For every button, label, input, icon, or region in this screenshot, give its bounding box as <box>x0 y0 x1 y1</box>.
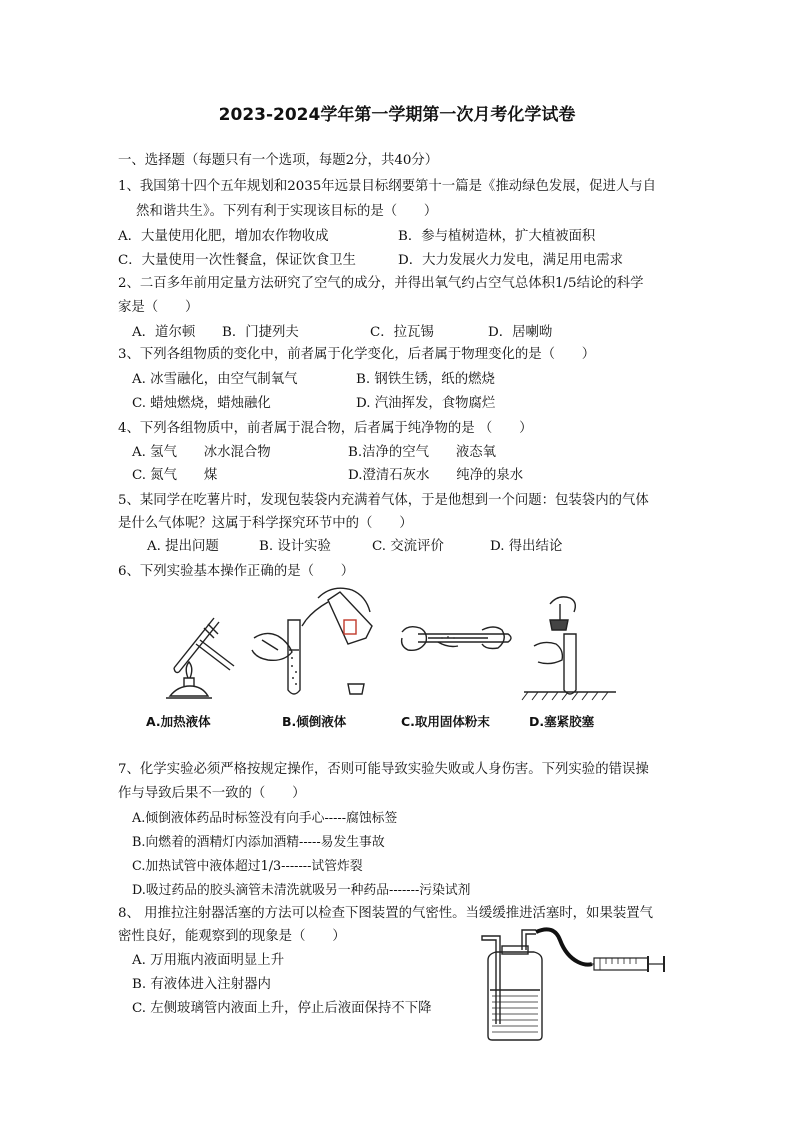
q4-stem: 4、下列各组物质中，前者属于混合物，后者属于纯净物的是 （ ） <box>118 421 533 436</box>
q5-option-b: B. 设计实验 <box>259 539 331 554</box>
q8-stem-line2: 密性良好，能观察到的现象是（ ） <box>118 929 346 944</box>
q8-option-c: C. 左侧玻璃管内液面上升，停止后液面保持不下降 <box>132 1001 432 1016</box>
q2-option-b: B．门捷列夫 <box>222 325 299 340</box>
airtightness-apparatus-figure <box>474 920 674 1042</box>
q2-option-a: A．道尔顿 <box>132 325 196 340</box>
stopper-figure <box>520 590 620 710</box>
q7-stem-line1: 7、化学实验必须严格按规定操作，否则可能导致实验失败或人身伤害。下列实验的错误操 <box>118 762 649 777</box>
q3-option-d: D. 汽油挥发，食物腐烂 <box>356 396 496 411</box>
q5-option-a: A. 提出问题 <box>147 539 219 554</box>
q4-option-a: A. 氢气 冰水混合物 <box>132 445 271 460</box>
q7-option-b: B.向燃着的酒精灯内添加酒精-----易发生事故 <box>132 835 385 850</box>
q2-option-c: C．拉瓦锡 <box>370 325 434 340</box>
q1-stem-line1: 1、我国第十四个五年规划和2035年远景目标纲要第十一篇是《推动绿色发展，促进人与自 <box>118 179 657 194</box>
q3-option-a: A. 冰雪融化，由空气制氧气 <box>132 372 298 387</box>
q6-caption-d: D.塞紧胶塞 <box>529 714 595 729</box>
q3-option-b: B. 钢铁生锈，纸的燃烧 <box>356 372 495 387</box>
q5-stem-line1: 5、某同学在吃薯片时，发现包装袋内充满着气体，于是他想到一个问题：包装袋内的气体 <box>118 493 649 508</box>
solid-powder-figure <box>398 612 516 672</box>
q7-option-a: A.倾倒液体药品时标签没有向手心-----腐蚀标签 <box>132 811 398 826</box>
q7-option-c: C.加热试管中液体超过1/3-------试管炸裂 <box>132 859 363 874</box>
q1-stem-line2: 然和谐共生》。下列有利于实现该目标的是（ ） <box>136 204 438 219</box>
q1-option-a: A．大量使用化肥，增加农作物收成 <box>118 229 329 244</box>
q7-option-d: D.吸过药品的胶头滴管未清洗就吸另一种药品-------污染试剂 <box>132 883 471 898</box>
q6-stem: 6、下列实验基本操作正确的是（ ） <box>118 564 355 579</box>
q4-option-b: B.洁净的空气 液态氧 <box>348 445 497 460</box>
q1-option-b: B．参与植树造林，扩大植被面积 <box>398 229 596 244</box>
q8-option-b: B. 有液体进入注射器内 <box>132 977 271 992</box>
q6-caption-c: C.取用固体粉末 <box>401 714 490 729</box>
q5-option-d: D. 得出结论 <box>490 539 563 554</box>
q4-option-c: C. 氮气 煤 <box>132 468 218 483</box>
q4-option-d: D.澄清石灰水 纯净的泉水 <box>348 468 524 483</box>
exam-title: 2023-2024学年第一学期第一次月考化学试卷 <box>218 105 576 125</box>
q1-option-c: C．大量使用一次性餐盒，保证饮食卫生 <box>118 253 356 268</box>
q8-option-a: A. 万用瓶内液面明显上升 <box>132 953 285 968</box>
q3-option-c: C. 蜡烛燃烧，蜡烛融化 <box>132 396 271 411</box>
q6-caption-b: B.倾倒液体 <box>282 714 347 729</box>
q5-stem-line2: 是什么气体呢？这属于科学探究环节中的（ ） <box>118 516 413 531</box>
q5-option-c: C. 交流评价 <box>372 539 444 554</box>
q2-stem-line1: 2、二百多年前用定量方法研究了空气的成分，并得出氧气约占空气总体积1/5结论的科学 <box>118 276 644 291</box>
q2-option-d: D．居喇呦 <box>488 325 553 340</box>
q6-caption-a: A.加热液体 <box>146 714 211 729</box>
pouring-liquid-figure <box>248 580 388 710</box>
q7-stem-line2: 作与导致后果不一致的（ ） <box>118 786 306 801</box>
q1-option-d: D．大力发展火力发电，满足用电需求 <box>398 253 623 268</box>
q3-stem: 3、下列各组物质的变化中，前者属于化学变化，后者属于物理变化的是（ ） <box>118 347 596 362</box>
q8-stem-line1: 8、 用推拉注射器活塞的方法可以检查下图装置的气密性。当缓缓推进活塞时，如果装置气 <box>118 906 654 921</box>
section-heading: 一、选择题（每题只有一个选项，每题2分，共40分） <box>118 153 439 168</box>
q2-stem-line2: 家是（ ） <box>118 300 199 315</box>
heating-liquid-figure <box>148 598 248 708</box>
